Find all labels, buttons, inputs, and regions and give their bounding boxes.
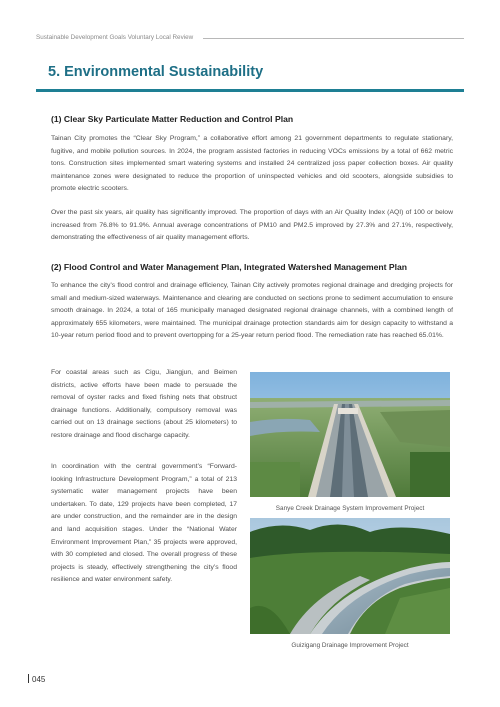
curved-drainage-canal-photo [250, 518, 450, 634]
header-rule [203, 38, 464, 39]
figure-caption-sanye-creek: Sanye Creek Drainage System Improvement Project [275, 505, 425, 512]
clear-sky-paragraph-2: Over the past six years, air quality has significantly improved. The proportion of days with an Air Quality Index (AQI) of 100 or below increased from 76.8% to 91.9%. Annual average concentrations of PM10 and PM2.5 improved by 27.3% and 27.1%, respectively, demonstrating the effectiveness of air quality management efforts. [51, 209, 453, 242]
flood-control-paragraph-3: In coordination with the central government’s “Forward-looking Infrastructure Development Program,” a total of 213 systematic water management projects have been undertaken. To date, 129 projects have been completed, 17 are under construction, and the remainder are in the design and land acquisition stages. Under the “National Water Environment Improvement Plan,” 35 projects were approved, with 30 completed and closed. The overall progress of these projects is steady, effectively strengthening the city’s flood resilience and water environment safety. [51, 463, 237, 584]
running-header: Sustainable Development Goals Voluntary Local Review [36, 34, 194, 41]
figure-sanye-creek [250, 372, 450, 512]
clear-sky-paragraph-1: Tainan City promotes the “Clear Sky Program,” a collaborative effort among 21 government departments to regulate stationary, fugitive, and mobile pollution sources. In 2024, the program assisted factories in reducing VOCs emissions by a total of 662 metric tons. Construction sites implemented smart watering systems and installed 24 centralized joss paper collection boxes. Air quality maintenance zones were designated to reduce the proportion of uninspected vehicles and old scooters, alongside subsidies to promote electric scooters. [51, 135, 453, 193]
flood-control-paragraph-2: For coastal areas such as Cigu, Jiangjun, and Beimen districts, active efforts have been made to persuade the removal of oyster racks and fixed fishing nets that obstruct drainage functions. Additionally, compulsory removal was carried out on 13 drainage sections (about 25 kilometers) to restore drainage and flood discharge capacity. [51, 369, 237, 439]
clear-sky-heading: (1) Clear Sky Particulate Matter Reduction and Control Plan [51, 114, 294, 124]
flood-control-heading: (2) Flood Control and Water Management Plan, Integrated Watershed Management Plan [51, 262, 408, 272]
section-title: 5. Environmental Sustainability [48, 64, 264, 80]
figure-guizigang [250, 518, 450, 649]
aerial-drainage-channel-photo [250, 372, 450, 497]
flood-control-paragraph-1: To enhance the city’s flood control and drainage efficiency, Tainan City actively promotes regional drainage and dredging projects for small and medium-sized waterways. Maintenance and clearing are conducted on sections prone to sediment accumulation to ensure smooth drainage. In 2024, a total of 165 municipally managed designated regional drainage channels, with a combined length of approximately 655 kilometers, were maintained. The municipal drainage protection standards aim for design capacity to withstand a 10-year return period flood and to prevent overtopping for a 25-year return period flood. The remediation rate has reached 65.01%. [51, 282, 453, 340]
title-rule [36, 89, 464, 92]
page-number: 045 [28, 674, 45, 684]
figure-caption-guizigang: Guizigang Drainage Improvement Project [291, 642, 409, 649]
